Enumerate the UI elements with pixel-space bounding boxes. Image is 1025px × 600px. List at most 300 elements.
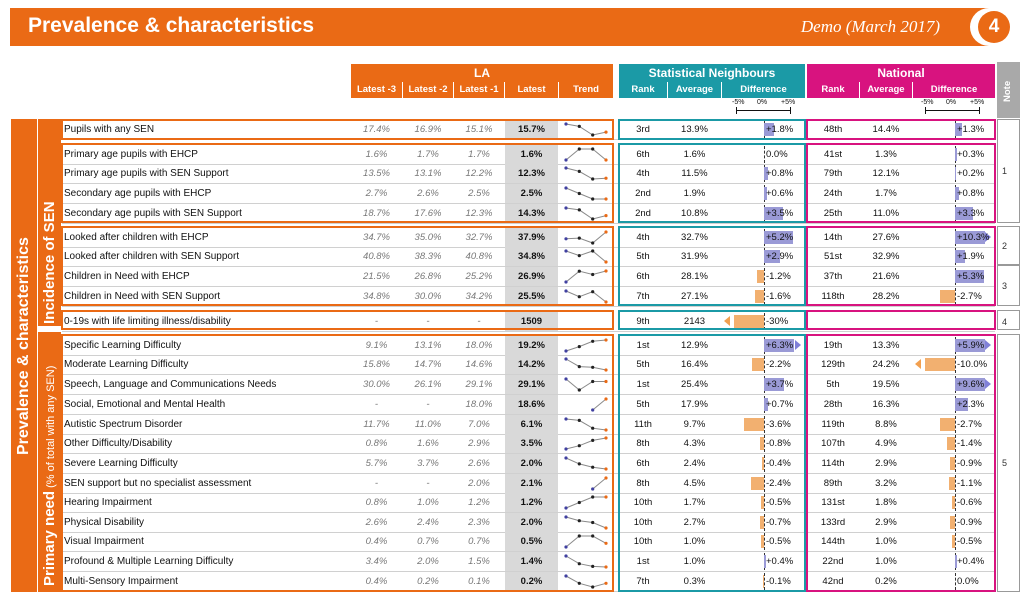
trend-point: [564, 158, 567, 161]
sidebar-primary-bold: Primary need: [41, 490, 58, 586]
sn-rank-value: 3rd: [636, 124, 650, 135]
trend-point: [604, 582, 607, 585]
sn-diff-bar: [751, 477, 764, 490]
trend-sparkline: [563, 166, 609, 181]
trend-point: [604, 158, 607, 161]
row-label: Primary age pupils with SEN Support: [64, 168, 229, 179]
latest-value: 15.7%: [505, 120, 558, 139]
col-nat-difference: Difference: [913, 82, 995, 98]
sn-average-value: 25.4%: [681, 379, 708, 390]
trend-point: [604, 526, 607, 529]
trend-point: [604, 131, 607, 134]
row-label: Multi-Sensory Impairment: [64, 576, 178, 587]
sn-zero-line: [764, 455, 765, 472]
sn-zero-line: [764, 514, 765, 531]
sn-zero-line: [764, 475, 765, 492]
sn-rank-value: 8th: [636, 478, 650, 489]
nat-average-value: 12.1%: [872, 168, 900, 179]
trend-point: [591, 565, 594, 568]
latest-1-value: 0.1%: [468, 576, 490, 587]
sn-rank-value: 9th: [636, 316, 650, 327]
trend-point: [564, 506, 567, 509]
sn-rank-value: 2nd: [635, 208, 651, 219]
sn-overflow-arrow: [795, 340, 801, 350]
nat-average-value: 13.3%: [872, 340, 900, 351]
nat-rank-value: 114th: [821, 458, 845, 469]
latest-1-value: 2.3%: [468, 517, 490, 528]
latest-1-value: 1.5%: [468, 556, 490, 567]
nat-overflow-arrow: [985, 379, 991, 389]
nat-diff-scale: [915, 99, 993, 119]
row-label: Speech, Language and Communications Needs: [64, 379, 277, 390]
trend-point: [591, 466, 594, 469]
note-5: 5: [1002, 458, 1008, 468]
sidebar-outer: [11, 119, 37, 592]
latest-2-value: 14.7%: [414, 359, 442, 370]
trend-point: [578, 192, 581, 195]
row-label: Profound & Multiple Learning Difficulty: [64, 556, 234, 567]
trend-point: [578, 295, 581, 298]
sn-average-value: 2.4%: [683, 458, 706, 469]
latest-3-value: 2.7%: [365, 188, 388, 199]
sn-rank-value: 10th: [633, 517, 653, 528]
nat-rank-value: 133rd: [820, 517, 846, 528]
row-label: Looked after children with SEN Support: [64, 251, 240, 262]
nat-diff-value: -1.1%: [957, 478, 982, 489]
table-row: [62, 204, 997, 223]
latest-value: 26.9%: [505, 267, 558, 286]
col-sn-rank: Rank: [619, 82, 667, 98]
latest-value: 29.1%: [505, 375, 558, 394]
table-row: [62, 395, 997, 414]
row-label: SEN support but no specialist assessment: [64, 478, 252, 489]
sn-diff-value: -3.6%: [766, 419, 791, 430]
trend-point: [591, 534, 594, 537]
sn-average-value: 31.9%: [681, 251, 708, 262]
trend-line: [566, 232, 606, 243]
table-row: [62, 532, 997, 551]
nat-overflow-arrow: [985, 340, 991, 350]
sn-diff-scale: [726, 99, 802, 119]
sn-zero-line: [764, 356, 765, 373]
trend-point: [578, 519, 581, 522]
row-separator: [62, 331, 995, 332]
nat-diff-value: -0.6%: [957, 497, 982, 508]
latest-2-value: 17.6%: [414, 208, 442, 219]
sn-diff-bar: [752, 358, 764, 371]
nat-average-value: 8.8%: [875, 419, 897, 430]
latest-value: 0.2%: [505, 572, 558, 591]
sn-rank-value: 1st: [636, 340, 650, 351]
trend-line: [566, 124, 606, 135]
trend-sparkline: [563, 249, 609, 264]
trend-point: [578, 254, 581, 257]
sn-average-value: 4.3%: [683, 438, 706, 449]
sn-diff-value: -0.7%: [766, 517, 791, 528]
sn-diff-value: +1.8%: [766, 124, 794, 135]
sn-diff-value: 0.0%: [766, 149, 788, 160]
row-label: Primary age pupils with EHCP: [64, 149, 198, 160]
trend-line: [566, 291, 606, 302]
col-sn-average: Average: [668, 82, 721, 98]
trend-point: [564, 206, 567, 209]
latest-3-value: -: [374, 478, 379, 489]
nat-diff-value: -0.9%: [957, 458, 982, 469]
latest-2-value: 13.1%: [414, 340, 442, 351]
latest-value: 1509: [505, 312, 558, 331]
row-label: Social, Emotional and Mental Health: [64, 399, 226, 410]
nat-rank-value: 28th: [823, 399, 843, 410]
trend-point: [564, 456, 567, 459]
latest-1-value: 2.5%: [468, 188, 490, 199]
nat-rank-value: 48th: [823, 124, 843, 135]
row-label: Looked after children with EHCP: [64, 232, 209, 243]
trend-point: [564, 280, 567, 283]
trend-point: [591, 487, 594, 490]
trend-point: [578, 208, 581, 211]
trend-line: [566, 251, 606, 262]
sn-diff-bar: [762, 457, 764, 470]
table-row: [62, 145, 997, 164]
scale-mid: 0%: [757, 99, 768, 106]
sn-diff-value: +0.6%: [766, 188, 794, 199]
table-row: [62, 184, 997, 203]
latest-1-value: 2.9%: [468, 438, 490, 449]
nat-average-value: 4.9%: [875, 438, 897, 449]
sn-diff-bar: [760, 437, 764, 450]
table-row: [62, 336, 997, 355]
sn-average-value: 10.8%: [681, 208, 708, 219]
latest-2-value: 35.0%: [414, 232, 442, 243]
table-row: [62, 375, 997, 394]
sn-rank-value: 10th: [633, 536, 653, 547]
latest-2-value: 1.6%: [417, 438, 439, 449]
nat-zero-line: [955, 573, 956, 590]
trend-line: [566, 497, 606, 508]
trend-sparkline: [563, 515, 609, 530]
sn-diff-value: +3.7%: [766, 379, 794, 390]
sn-rank-value: 8th: [636, 438, 650, 449]
sn-diff-value: -30%: [766, 316, 789, 327]
trend-point: [578, 237, 581, 240]
sn-diff-bar: [744, 418, 764, 431]
nat-rank-value: 89th: [823, 478, 843, 489]
latest-value: 12.3%: [505, 164, 558, 183]
latest-2-value: -: [426, 478, 430, 489]
nat-zero-line: [955, 475, 956, 492]
trend-line: [566, 208, 606, 219]
col-nat-rank: Rank: [807, 82, 859, 98]
la-group-header: LA: [351, 64, 613, 82]
sn-average-value: 1.9%: [683, 188, 706, 199]
trend-point: [578, 501, 581, 504]
table-row: [62, 164, 997, 183]
sn-average-value: 2143: [683, 316, 706, 327]
nat-diff-value: +0.2%: [957, 168, 985, 179]
sn-overflow-arrow: [724, 316, 730, 326]
latest-value: 14.3%: [505, 204, 558, 223]
trend-point: [591, 366, 594, 369]
latest-2-value: 1.7%: [417, 149, 439, 160]
latest-2-value: 3.7%: [417, 458, 439, 469]
nat-zero-line: [955, 416, 956, 433]
sn-average-value: 17.9%: [681, 399, 708, 410]
table-row: [62, 355, 997, 374]
latest-1-value: 2.0%: [468, 478, 490, 489]
col-latest-3: Latest -3: [351, 82, 402, 98]
sn-diff-value: -0.5%: [766, 536, 791, 547]
page-number: 4: [978, 11, 1010, 43]
nat-average-value: 21.6%: [872, 271, 900, 282]
table-row: [62, 267, 997, 286]
trend-point: [604, 269, 607, 272]
nat-average-value: 32.9%: [872, 251, 900, 262]
nat-diff-value: -2.7%: [957, 419, 982, 430]
note-2: 2: [1002, 241, 1008, 251]
nat-zero-line: [955, 494, 956, 511]
nat-diff-value: +1.3%: [957, 124, 985, 135]
sn-rank-value: 7th: [636, 291, 650, 302]
latest-3-value: 21.5%: [363, 271, 390, 282]
page-subtitle: Demo (March 2017): [800, 17, 940, 36]
sn-average-value: 28.1%: [681, 271, 708, 282]
trend-point: [591, 147, 594, 150]
trend-sparkline: [563, 495, 609, 510]
latest-1-value: 40.8%: [465, 251, 493, 262]
sn-zero-line: [764, 146, 765, 163]
nat-rank-value: 5th: [826, 379, 840, 390]
table-row: [62, 572, 997, 591]
latest-2-value: 11.0%: [414, 419, 442, 430]
trend-point: [564, 377, 567, 380]
sn-average-value: 32.7%: [681, 232, 708, 243]
note-header: [997, 62, 1020, 118]
nat-zero-line: [955, 288, 956, 305]
sn-average-value: 0.3%: [683, 576, 706, 587]
nat-rank-value: 14th: [823, 232, 843, 243]
nat-rank-value: 107th: [821, 438, 845, 449]
latest-value: 2.0%: [505, 513, 558, 532]
latest-3-value: 1.6%: [365, 149, 388, 160]
sn-rank-value: 11th: [634, 419, 652, 430]
trend-point: [604, 467, 607, 470]
latest-2-value: -: [426, 316, 430, 327]
sn-diff-bar: [763, 575, 764, 588]
latest-value: 2.1%: [505, 474, 558, 493]
trend-sparkline: [563, 397, 609, 412]
nat-rank-value: 131st: [821, 497, 845, 508]
nat-diff-value: +10.3%: [957, 232, 990, 243]
trend-point: [604, 260, 607, 263]
trend-point: [604, 495, 607, 498]
latest-value: 3.5%: [505, 434, 558, 453]
latest-2-value: 2.0%: [417, 556, 439, 567]
nat-rank-value: 129th: [821, 359, 845, 370]
trend-line: [566, 458, 606, 469]
nat-diff-value: +9.6%: [957, 379, 985, 390]
note-frame: [997, 226, 1020, 265]
latest-1-value: 18.0%: [465, 340, 493, 351]
sn-rank-value: 6th: [636, 458, 650, 469]
nat-diff-bar: [940, 290, 955, 303]
latest-1-value: 25.2%: [465, 271, 493, 282]
trend-point: [591, 290, 594, 293]
trend-sparkline: [563, 338, 609, 353]
trend-point: [578, 125, 581, 128]
nat-rank-value: 51st: [824, 251, 842, 262]
trend-point: [564, 166, 567, 169]
trend-point: [591, 177, 594, 180]
sn-rank-value: 1st: [636, 556, 650, 567]
sn-diff-value: +0.4%: [766, 556, 794, 567]
sn-diff-value: +2.9%: [766, 251, 794, 262]
latest-3-value: 0.8%: [365, 438, 388, 449]
nat-average-value: 28.2%: [872, 291, 900, 302]
trend-sparkline: [563, 436, 609, 451]
trend-point: [564, 515, 567, 518]
trend-line: [566, 517, 606, 528]
trend-line: [566, 576, 606, 587]
table-row: [62, 312, 997, 331]
latest-3-value: -: [374, 316, 379, 327]
nat-average-value: 14.4%: [872, 124, 900, 135]
sn-rank-value: 5th: [636, 359, 650, 370]
trend-point: [591, 249, 594, 252]
trend-line: [566, 188, 606, 199]
sn-diff-bar: [761, 535, 764, 548]
trend-point: [604, 177, 607, 180]
scale-left: -5%: [732, 99, 745, 106]
trend-sparkline: [563, 574, 609, 589]
sn-diff-value: -0.8%: [766, 438, 791, 449]
latest-2-value: 0.2%: [417, 576, 439, 587]
trend-point: [578, 388, 581, 391]
row-separator: [62, 223, 995, 224]
table-row: [62, 247, 997, 266]
latest-1-value: 12.2%: [465, 168, 493, 179]
nat-diff-value: +0.3%: [957, 149, 985, 160]
latest-2-value: 26.8%: [414, 271, 442, 282]
sn-average-value: 13.9%: [681, 124, 708, 135]
trend-line: [566, 556, 606, 567]
sn-average-value: 4.5%: [683, 478, 706, 489]
row-label: Secondary age pupils with SEN Support: [64, 208, 242, 219]
latest-value: 2.5%: [505, 184, 558, 203]
trend-point: [604, 397, 607, 400]
col-latest-1: Latest -1: [454, 82, 504, 98]
sn-diff-value: -1.6%: [766, 291, 791, 302]
trend-point: [564, 417, 567, 420]
nat-zero-line: [955, 435, 956, 452]
sn-diff-value: -0.4%: [766, 458, 791, 469]
latest-2-value: 1.0%: [417, 497, 439, 508]
sn-rank-value: 6th: [636, 149, 650, 160]
sn-zero-line: [764, 573, 765, 590]
trend-sparkline: [563, 206, 609, 221]
nat-diff-value: -2.7%: [957, 291, 982, 302]
nat-diff-value: +5.3%: [957, 271, 985, 282]
trend-point: [564, 237, 567, 240]
latest-value: 2.0%: [505, 454, 558, 473]
latest-value: 1.4%: [505, 552, 558, 571]
page-badge: [970, 8, 1015, 46]
trend-point: [591, 495, 594, 498]
sn-diff-bar: [757, 270, 764, 283]
col-trend: Trend: [559, 82, 613, 98]
nat-rank-value: 25th: [823, 208, 843, 219]
sn-diff-bar: [760, 516, 764, 529]
trend-point: [564, 186, 567, 189]
latest-3-value: 30.0%: [363, 379, 390, 390]
col-nat-average: Average: [860, 82, 912, 98]
sn-diff-value: -2.4%: [766, 478, 791, 489]
sn-diff-value: +0.8%: [766, 168, 794, 179]
trend-point: [564, 357, 567, 360]
note-frame: [997, 334, 1020, 592]
nat-diff-value: -1.4%: [957, 438, 982, 449]
trend-line: [566, 168, 606, 179]
trend-line: [593, 399, 606, 410]
trend-point: [564, 289, 567, 292]
nat-rank-value: 22nd: [822, 556, 844, 567]
nat-rank-value: 24th: [823, 188, 843, 199]
latest-1-value: 2.6%: [468, 458, 490, 469]
sn-diff-value: +0.7%: [766, 399, 794, 410]
trend-point: [578, 365, 581, 368]
nat-rank-value: 79th: [823, 168, 843, 179]
trend-sparkline: [563, 377, 609, 392]
nat-average-value: 2.9%: [875, 517, 897, 528]
trend-point: [578, 562, 581, 565]
sn-diff-value: -1.2%: [766, 271, 791, 282]
latest-3-value: 34.8%: [363, 291, 390, 302]
sn-rank-value: 5th: [636, 399, 650, 410]
nat-diff-value: 0.0%: [957, 576, 979, 587]
trend-point: [591, 273, 594, 276]
note-4: 4: [1002, 317, 1008, 327]
nat-diff-value: +3.3%: [957, 208, 985, 219]
latest-1-value: 18.0%: [465, 399, 493, 410]
trend-point: [604, 214, 607, 217]
sidebar-incidence: [38, 119, 61, 326]
nat-rank-value: 144th: [821, 536, 845, 547]
col-sn-difference: Difference: [722, 82, 805, 98]
trend-sparkline: [563, 554, 609, 569]
latest-value: 19.2%: [505, 336, 558, 355]
row-label: Hearing Impairment: [64, 497, 152, 508]
trend-line: [566, 438, 606, 449]
sn-zero-line: [764, 533, 765, 550]
nat-rank-value: 42nd: [822, 576, 844, 587]
latest-3-value: 15.8%: [363, 359, 390, 370]
trend-point: [564, 447, 567, 450]
sn-diff-value: +6.3%: [766, 340, 794, 351]
nat-average-value: 1.3%: [875, 149, 897, 160]
sn-rank-value: 7th: [636, 576, 650, 587]
sidebar-primary-label: [41, 366, 58, 586]
nat-diff-value: +5.9%: [957, 340, 985, 351]
sn-rank-value: 5th: [636, 251, 650, 262]
sidebar-primary-need: [38, 332, 61, 592]
latest-2-value: 26.1%: [414, 379, 442, 390]
trend-line: [566, 271, 606, 282]
trend-point: [591, 427, 594, 430]
sn-average-value: 1.0%: [683, 536, 706, 547]
trend-line: [566, 536, 606, 547]
latest-3-value: 0.4%: [365, 576, 388, 587]
latest-value: 34.8%: [505, 247, 558, 266]
trend-sparkline: [563, 289, 609, 304]
